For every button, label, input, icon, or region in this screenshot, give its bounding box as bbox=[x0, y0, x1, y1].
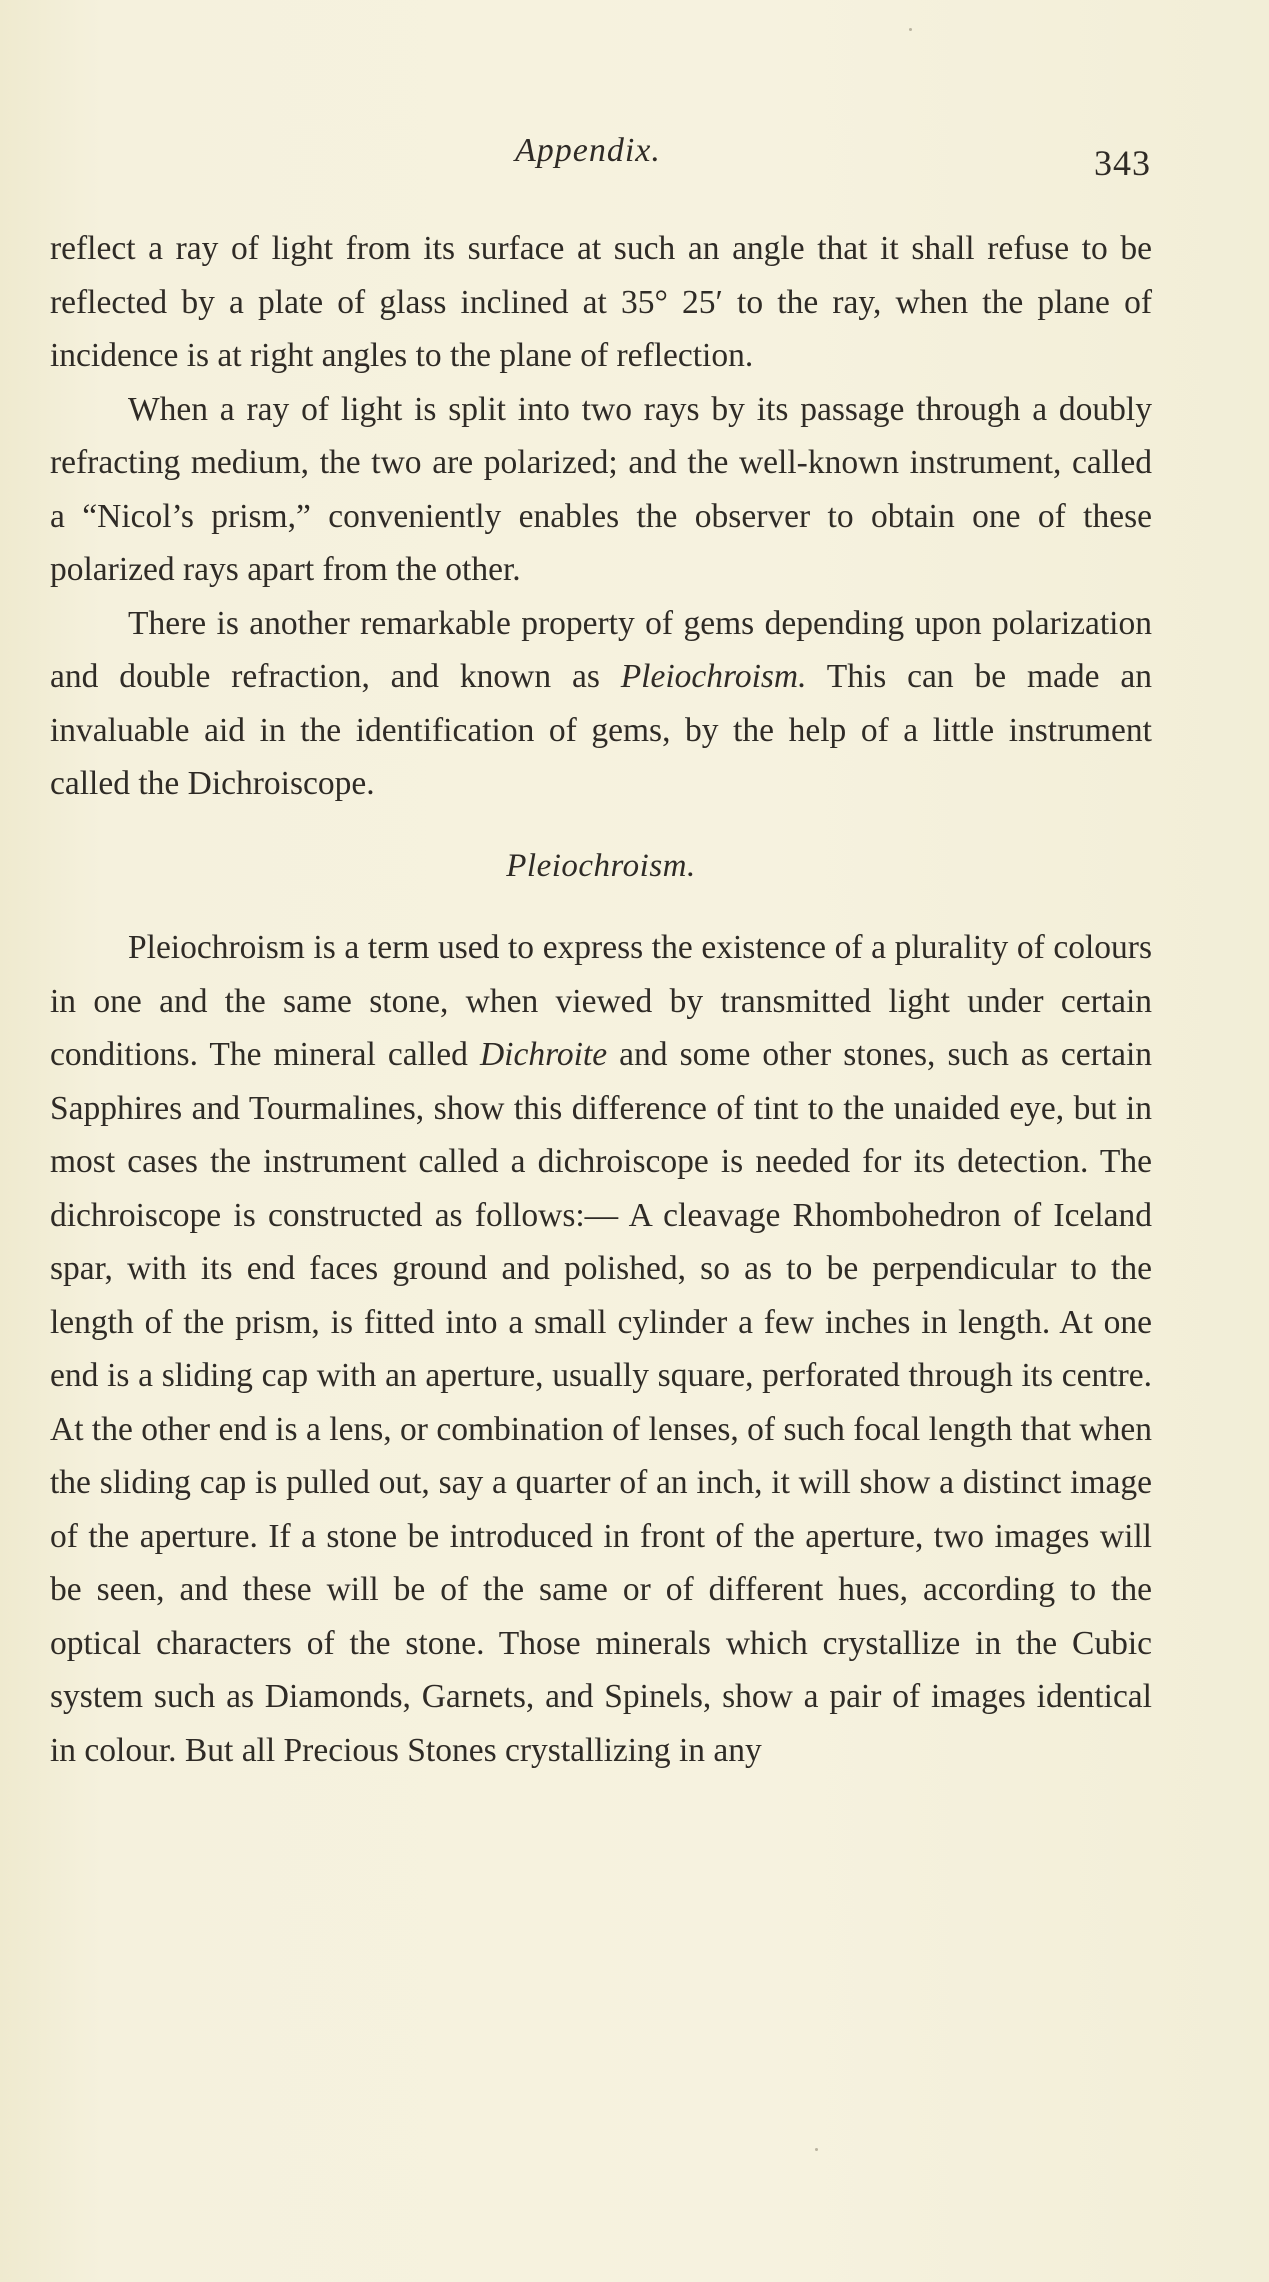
paragraph-4-text-b: and some other stones, such as certain Sapphires and Tourmalines, show this difference of tint to the unaided eye, but in most cases the instrument called a dichroiscope is needed for its detection. The dichroiscope is constructed as follows:— A cleavage Rhombohedron of Iceland spar, with its end faces ground and polished, so as to be perpendicular to the length of the prism, is fitted into a small cylinder a few inches in length. At one end is a sliding cap with an aperture, usually square, perforated through its centre. At the other end is a lens, or combination of lenses, of such focal length that when the sliding cap is pulled out, say a quarter of an inch, it will show a distinct image of the aperture. If a stone be introduced in front of the aperture, two images will be seen, and these will be of the same or of different hues, according to the optical characters of the stone. Those minerals which crystallize in the Cubic system such as Diamonds, Garnets, and Spinels, show a pair of images identical in colour. But all Precious Stones crystallizing in any bbox=[50, 1036, 1152, 1769]
paragraph-2: When a ray of light is split into two rays by its passage through a doubly refracting medium, the two are polarized; and the well-known instrument, called a “Nicol’s prism,” conveniently enables the observer to obtain one of these polarized rays apart from the other. bbox=[50, 390, 1152, 588]
section-heading: Pleiochroism. bbox=[506, 847, 696, 884]
term-dichroite: Dichroite bbox=[479, 1036, 608, 1073]
paragraph-1: reflect a ray of light from its surface at such an angle that it shall refuse to be reflected by a plate of glass inclined at 35° 25′ to the ray, when the plane of incidence is at right angles to the plane of reflection. bbox=[50, 230, 1152, 374]
paper-speck bbox=[909, 28, 912, 31]
paragraph-4 bbox=[50, 921, 1152, 1777]
paragraph-3-text-b: This can be made an invaluable aid in the identification of gems, by the help of a little instrument called the Dichroiscope. bbox=[50, 658, 1152, 802]
page-header bbox=[0, 132, 1269, 192]
paragraph-3-text-a: There is another remarkable property of gems depending upon polarization and double refraction, and known as bbox=[50, 604, 1152, 695]
paper-speck bbox=[815, 2148, 818, 2151]
paragraph-3 bbox=[50, 597, 1152, 811]
running-head: Appendix. bbox=[515, 132, 661, 169]
body-text bbox=[50, 222, 1152, 1777]
term-pleiochroism: Pleiochroism. bbox=[620, 658, 807, 695]
paragraph-4-text-a: Pleiochroism is a term used to express the existence of a plurality of colours in one and the same stone, when viewed by transmitted light under certain conditions. The mineral called bbox=[50, 929, 1152, 1073]
page-number: 343 bbox=[1094, 143, 1151, 183]
